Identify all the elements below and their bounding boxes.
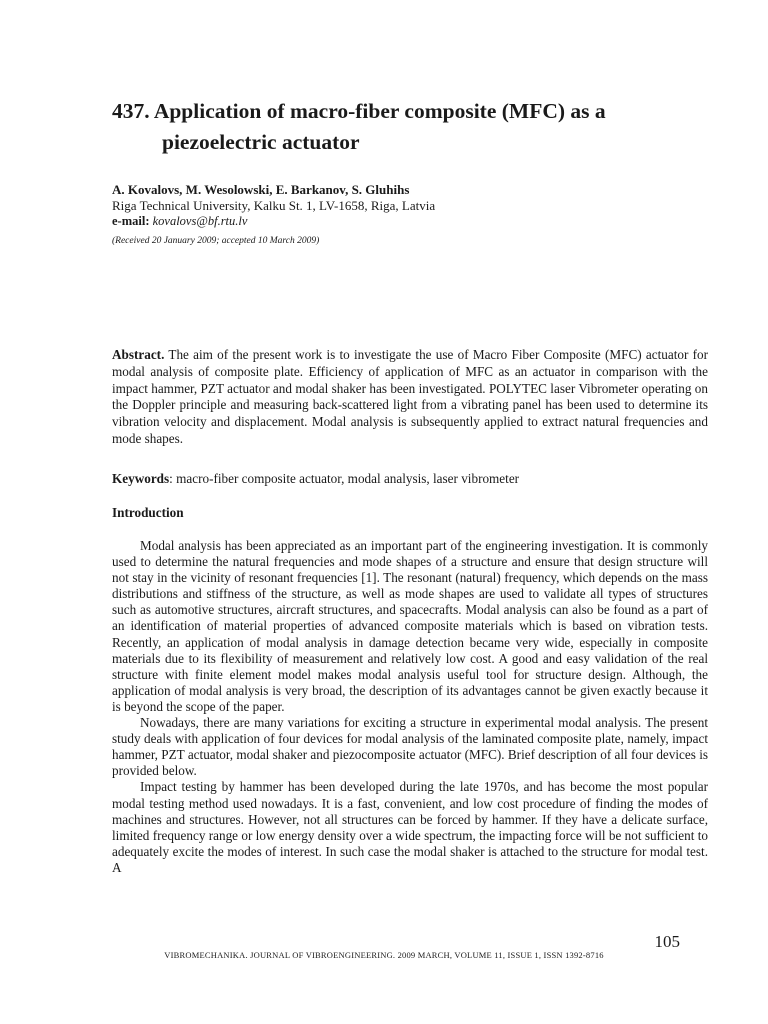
abstract-label: Abstract. [112, 347, 165, 362]
abstract-text: The aim of the present work is to investigate the use of Macro Fiber Composite (MFC) actuator for modal analysis of composite plate. Efficiency of application of MFC as an actuator in comparison with the impact hammer, PZT actuator and modal shaker has been investigated. POLYTEC laser Vibrometer operating on the Doppler principle and measuring back-scattered light from a vibrating panel has been used to determine its vibration velocity and displacement. Modal analysis is subsequently applied to extract natural frequencies and mode shapes. [112, 347, 708, 446]
email-address[interactable]: kovalovs@bf.rtu.lv [152, 214, 248, 228]
section-heading-introduction: Introduction [112, 505, 184, 520]
introduction-body [112, 538, 708, 876]
keywords-label: Keywords [112, 471, 170, 486]
received-dates: (Received 20 January 2009; accepted 10 March 2009) [112, 236, 320, 246]
title-line-2: piezoelectric actuator [162, 130, 360, 154]
journal-footer: VIBROMECHANIKA. JOURNAL OF VIBROENGINEERING. 2009 MARCH, VOLUME 11, ISSUE 1, ISSN 1392-8716 [164, 950, 604, 960]
paragraph: Nowadays, there are many variations for exciting a structure in experimental modal analysis. The present study deals with application of four devices for modal analysis of the laminated composite plate, namely, impact hammer, PZT actuator, modal shaker and piezocomposite actuator (MFC). Brief description of all four devices is provided below. [112, 715, 708, 779]
author-list: A. Kovalovs, M. Wesolowski, E. Barkanov, S. Gluhihs [112, 182, 410, 197]
email-label: e-mail: [112, 214, 150, 228]
paragraph: Modal analysis has been appreciated as an important part of the engineering investigation. It is commonly used to determine the natural frequencies and mode shapes of a structure and ensure that design structure will not stay in the vicinity of resonant frequencies [1]. The resonant (natural) frequency, which depends on the mass distributions and stiffness of the structure, as well as mode shapes are used to validate all types of structures such as automotive structures, aircraft structures, and spacecrafts. Modal analysis can also be found as a part of an identification of material properties of advanced composite materials which is based on vibration tests. Recently, an application of modal analysis in damage detection became very wide, especially in composite materials due to its flexibility of measurement and relatively low cost. A good and easy validation of the real structure with finite element model makes modal analysis useful tool for structure design. Although, the application of modal analysis is very broad, the description of its advantages cannot be given exactly because it is beyond the scope of the paper. [112, 538, 708, 714]
page-number: 105 [654, 932, 680, 951]
keywords [112, 471, 708, 488]
abstract [112, 347, 708, 448]
affiliation: Riga Technical University, Kalku St. 1, LV-1658, Riga, Latvia [112, 198, 436, 213]
keywords-text: : macro-fiber composite actuator, modal analysis, laser vibrometer [169, 471, 520, 486]
paper-title [112, 96, 712, 158]
paragraph: Impact testing by hammer has been developed during the late 1970s, and has become the most popular modal testing method used nowadays. It is a fast, convenient, and low cost procedure of finding the modes of machines and structures. However, not all structures can be forced by hammer. If they have a delicate surface, limited frequency range or low energy density over a wide spectrum, the impacting force will be not sufficient to adequately excite the modes of interest. In such case the modal shaker is attached to the structure for modal test. A [112, 779, 708, 875]
contact-email [112, 214, 247, 229]
title-line-1: 437. Application of macro-fiber composite (MFC) as a [112, 99, 606, 123]
